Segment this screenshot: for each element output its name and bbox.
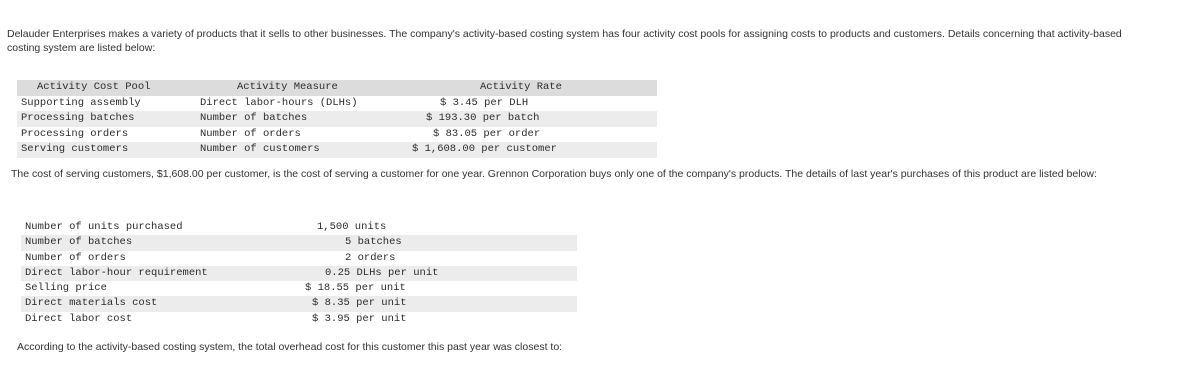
cell-value: $ 8.35 per unit [312,297,407,310]
table-header-row [17,80,657,96]
activity-rate-table [17,80,657,158]
cell-value: 2 orders [345,251,396,264]
purchase-details-table [21,220,577,327]
table-row [21,296,577,311]
cell-label: Direct labor cost [25,312,133,325]
table-row [17,96,657,112]
cell-value: $ 3.95 per unit [312,312,407,325]
cell-label: Number of units purchased [25,221,183,233]
header-activity-cost-pool: Activity Cost Pool [37,81,151,93]
cell-value: 1,500 units [317,221,387,233]
cell-rate: $ 3.45 per DLH [440,96,529,109]
table-row [21,251,577,266]
table-row [17,111,657,127]
cell-label: Selling price [25,282,107,295]
cell-label: Number of orders [25,251,126,264]
cell-pool: Processing orders [21,127,129,140]
table-row [21,281,577,296]
cell-value: 0.25 DLHs per unit [325,266,439,279]
table-row [21,266,577,281]
cell-pool: Supporting assembly [21,96,141,109]
cell-measure: Number of customers [200,143,320,155]
question-text: According to the activity-based costing system, the total overhead cost for this customer this past year was closest to: [17,341,563,353]
table-row [17,142,657,158]
cell-rate: $ 193.30 per batch [426,112,540,124]
customer-details-paragraph: The cost of serving customers, $1,608.00 per customer, is the cost of serving a customer for one year. Grennon Corporation buys only one of the company's products. The details of last year's purchases of this product are listed below: [11,168,1097,180]
cell-pool: Processing batches [21,112,135,124]
table-row [21,220,577,235]
table-row [21,235,577,250]
cell-label: Direct materials cost [25,297,158,310]
cell-pool: Serving customers [21,143,129,155]
header-activity-measure: Activity Measure [237,81,338,93]
header-activity-rate: Activity Rate [480,81,562,93]
table-row [17,127,657,143]
cell-measure: Number of orders [200,127,301,140]
cell-value: $ 18.55 per unit [305,282,406,295]
cell-rate: $ 1,608.00 per customer [412,143,557,155]
intro-paragraph: Delauder Enterprises makes a variety of products that it sells to other businesses. The company's activity-based costing system has four activity cost pools for assigning costs to products and customers. Details concerning that activity-based costing system are listed below: [7,28,1122,54]
cell-measure: Number of batches [200,112,308,124]
cell-value: 5 batches [345,236,402,249]
table-row [21,312,577,327]
cell-label: Direct labor-hour requirement [25,266,208,279]
cell-rate: $ 83.05 per order [433,127,541,140]
cell-measure: Direct labor-hours (DLHs) [200,96,358,109]
cell-label: Number of batches [25,236,133,249]
